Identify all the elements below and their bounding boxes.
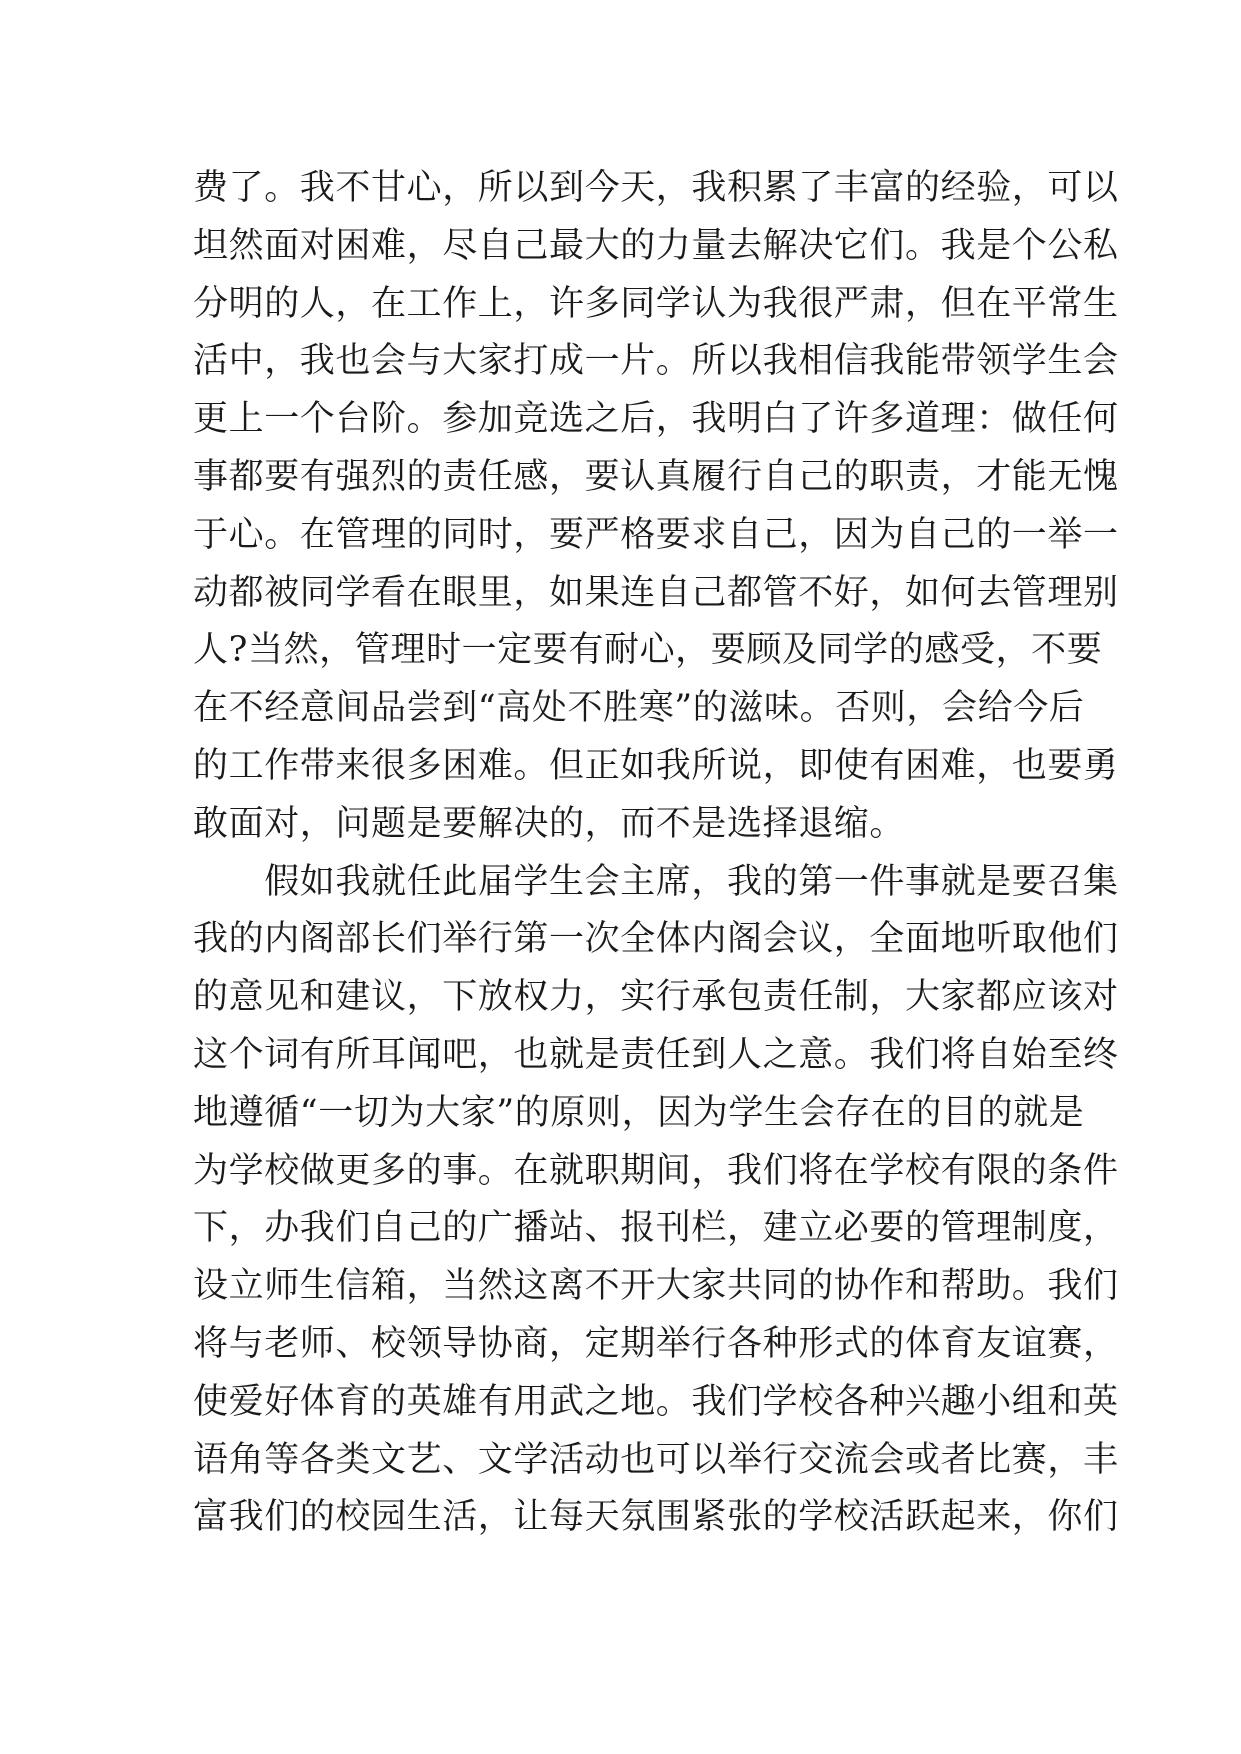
text-line: 语角等各类文艺、文学活动也可以举行交流会或者比赛，丰 bbox=[193, 1439, 1119, 1480]
text-line: 的工作带来很多困难。但正如我所说，即使有困难，也要勇 bbox=[193, 745, 1119, 786]
text-line: 费了。我不甘心，所以到今天，我积累了丰富的经验，可以 bbox=[193, 168, 1119, 208]
text-line: 富我们的校园生活，让每天氛围紧张的学校活跃起来，你们 bbox=[193, 1497, 1119, 1538]
text-line: 在不经意间品尝到“高处不胜寒”的滋味。否则，会给今后 bbox=[193, 688, 1085, 729]
text-line: 分明的人，在工作上，许多同学认为我很严肃，但在平常生 bbox=[193, 283, 1119, 324]
text-line: 于心。在管理的同时，要严格要求自己，因为自己的一举一 bbox=[193, 514, 1119, 555]
text-line: 的意见和建议，下放权力，实行承包责任制，大家都应该对 bbox=[193, 977, 1119, 1018]
text-line: 下，办我们自己的广播站、报刊栏，建立必要的管理制度， bbox=[193, 1208, 1119, 1249]
text-line: 坦然面对困难，尽自己最大的力量去解决它们。我是个公私 bbox=[193, 225, 1119, 266]
text-line: 设立师生信箱，当然这离不开大家共同的协作和帮助。我们 bbox=[193, 1266, 1119, 1307]
text-line: 动都被同学看在眼里，如果连自己都管不好，如何去管理别 bbox=[193, 572, 1119, 613]
text-line: 地遵循“一切为大家”的原则，因为学生会存在的目的就是 bbox=[193, 1092, 1085, 1133]
body-text bbox=[193, 160, 1119, 1547]
text-line: 更上一个台阶。参加竞选之后，我明白了许多道理：做任何 bbox=[193, 399, 1119, 440]
text-line: 为学校做更多的事。在就职期间，我们将在学校有限的条件 bbox=[193, 1150, 1119, 1191]
text-line: 使爱好体育的英雄有用武之地。我们学校各种兴趣小组和英 bbox=[193, 1381, 1119, 1422]
text-line: 事都要有强烈的责任感，要认真履行自己的职责，才能无愧 bbox=[193, 456, 1119, 497]
text-line: 假如我就任此届学生会主席，我的第一件事就是要召集 bbox=[193, 861, 1119, 902]
text-line: 我的内阁部长们举行第一次全体内阁会议，全面地听取他们 bbox=[193, 919, 1119, 960]
text-line: 将与老师、校领导协商，定期举行各种形式的体育友谊赛， bbox=[193, 1323, 1119, 1364]
text-line: 这个词有所耳闻吧，也就是责任到人之意。我们将自始至终 bbox=[193, 1034, 1119, 1075]
text-line: 敢面对，问题是要解决的，而不是选择退缩。 bbox=[193, 803, 906, 844]
text-line: 人?当然，管理时一定要有耐心，要顾及同学的感受，不要 bbox=[193, 630, 1103, 671]
text-line: 活中，我也会与大家打成一片。所以我相信我能带领学生会 bbox=[193, 341, 1119, 382]
